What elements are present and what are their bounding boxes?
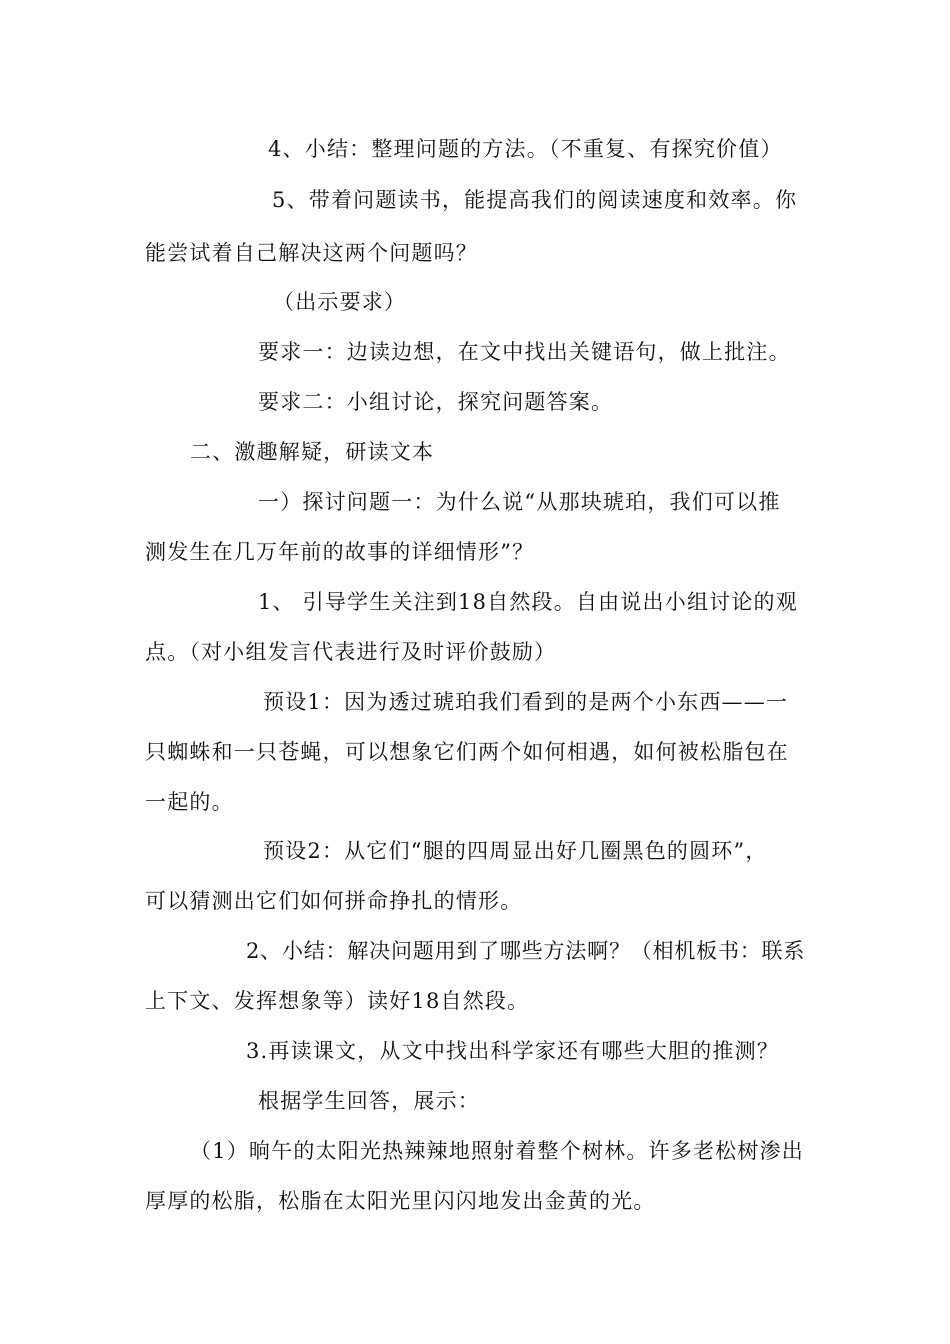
text-line: 预设1：因为透过琥珀我们看到的是两个小东西——一 — [263, 690, 789, 714]
text-line: 5、带着问题读书，能提高我们的阅读速度和效率。你 — [272, 188, 798, 212]
text-line: （1）晌午的太阳光热辣辣地照射着整个树林。许多老松树渗出 — [190, 1139, 804, 1163]
text-line: 一起的。 — [145, 790, 234, 814]
text-line: 测发生在几万年前的故事的详细情形”？ — [145, 540, 535, 564]
text-line: 一）探讨问题一：为什么说“从那块琥珀，我们可以推 — [258, 490, 781, 514]
text-line: 要求二：小组讨论，探究问题答案。 — [258, 390, 614, 414]
text-line: 3.再读课文，从文中找出科学家还有哪些大胆的推测？ — [246, 1039, 780, 1063]
text-line: 预设2：从它们“腿的四周显出好几圈黑色的圆环”， — [263, 839, 768, 863]
text-line: 能尝试着自己解决这两个问题吗？ — [145, 241, 478, 265]
text-line: 厚厚的松脂，松脂在太阳光里闪闪地发出金黄的光。 — [145, 1189, 656, 1213]
text-line: 点。（对小组发言代表进行及时评价鼓励） — [145, 640, 557, 664]
text-line: 根据学生回答，展示： — [258, 1089, 480, 1113]
text-line: （出示要求） — [273, 290, 407, 314]
text-line: 上下文、发挥想象等）读好18自然段。 — [145, 989, 530, 1013]
text-line: 1、 引导学生关注到18自然段。自由说出小组讨论的观 — [258, 590, 798, 614]
text-line: 4、小结：整理问题的方法。（不重复、有探究价值） — [268, 137, 783, 161]
text-line: 可以猜测出它们如何拼命挣扎的情形。 — [145, 889, 523, 913]
text-line: 只蜘蛛和一只苍蝇，可以想象它们两个如何相遇，如何被松脂包在 — [145, 740, 789, 764]
text-line: 要求一：边读边想，在文中找出关键语句，做上批注。 — [258, 340, 791, 364]
section-heading: 二、激趣解疑，研读文本 — [190, 440, 435, 464]
text-line: 2、小结：解决问题用到了哪些方法啊？（相机板书：联系 — [246, 939, 806, 963]
